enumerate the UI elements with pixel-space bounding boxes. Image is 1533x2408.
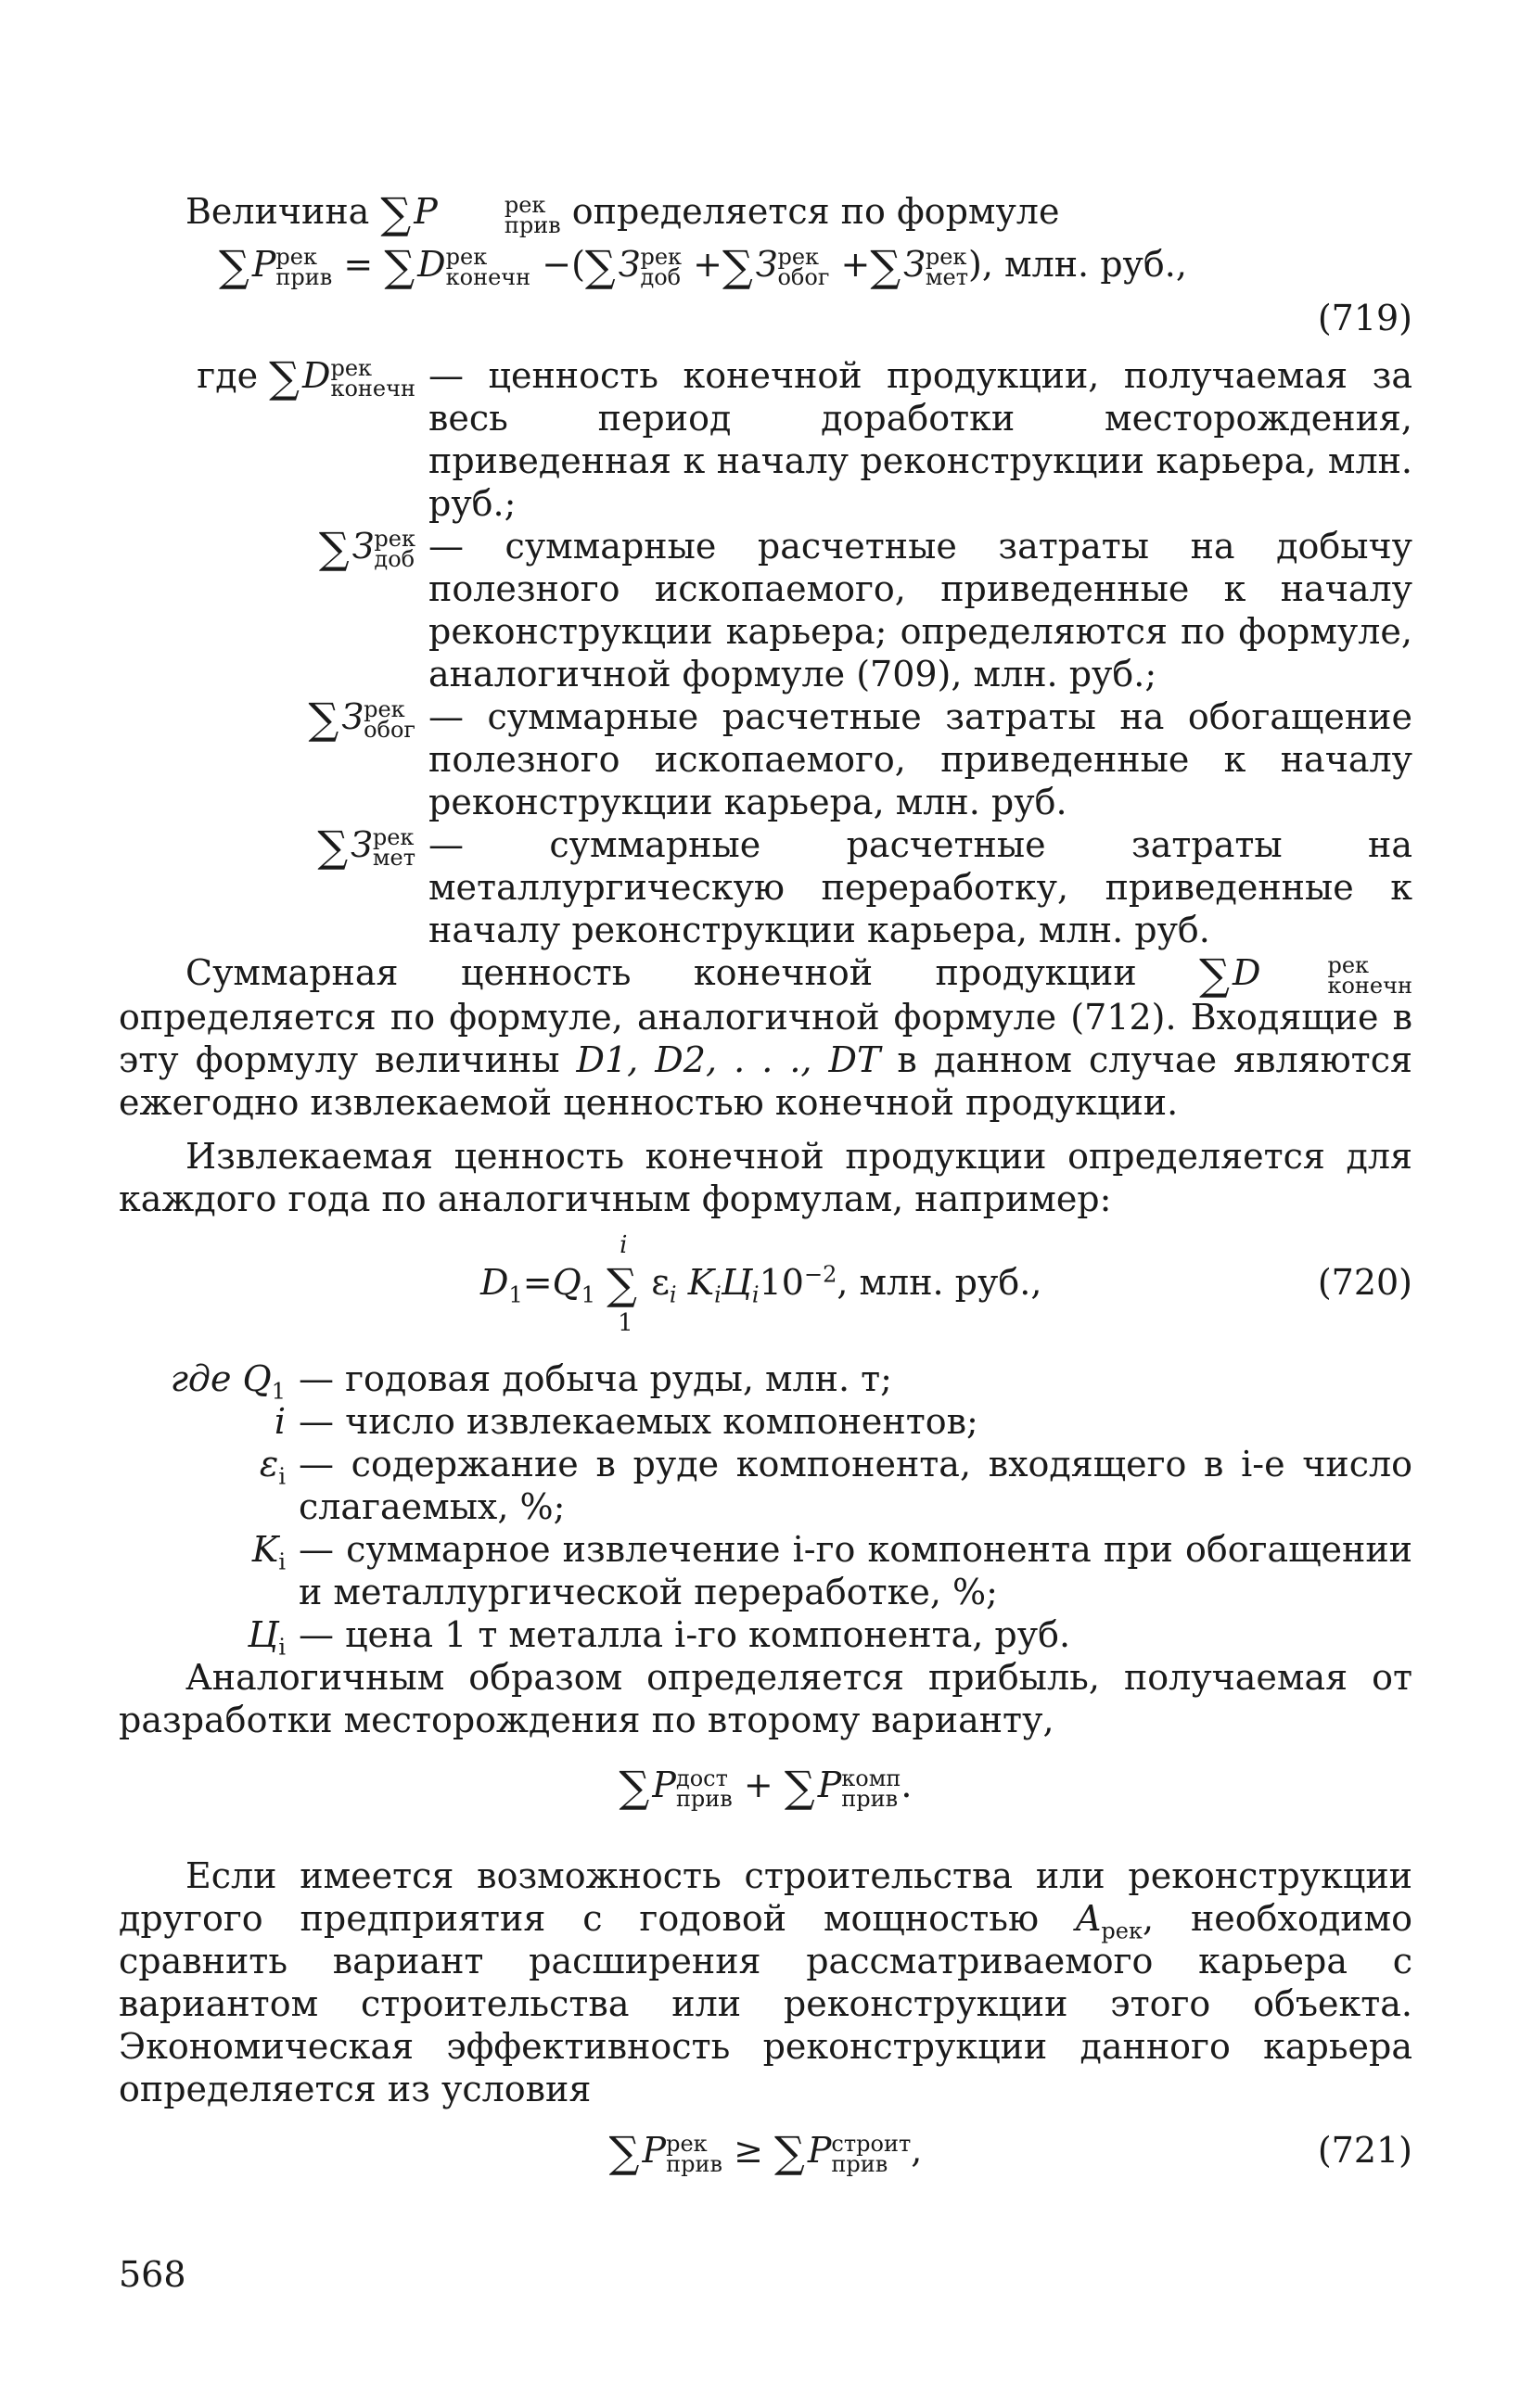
sigma-icon: ∑ xyxy=(1199,949,1230,1000)
formula-721-number: (721) xyxy=(1317,2130,1412,2171)
formula-719: ∑P рек прив = ∑D рек конечн −(∑З рек доб +∑З рек обог +∑З рек мет ), млн. руб., xyxy=(219,240,1187,291)
definition-text: — суммарные расчетные затраты на обогащение полезного ископаемого, приведенные к началу реконструкции карьера, млн. руб. xyxy=(428,695,1412,822)
intro-lead: Величина xyxy=(185,191,370,232)
intro-tail: определяется по формуле xyxy=(571,191,1060,232)
definitions-719 xyxy=(119,351,1412,951)
paragraph-extracted-value: Извлекаемая ценность конечной продукции определяется для каждого года по аналогичным формулам, например: xyxy=(119,1136,1412,1219)
definition-text: — содержание в руде компонента, входящего в i-е число слагаемых, %; xyxy=(299,1444,1412,1527)
definition-text: — ценность конечной продукции, получаемая за весь период доработки месторождения, приведенная к началу реконструкции карьера, млн. руб.; xyxy=(428,354,1412,524)
definition-text: — цена 1 т металла i-го компонента, руб. xyxy=(299,1614,1071,1655)
definition-item: $K_i$ — суммарное извлечение i-го компонента при обогащении и металлургической переработке, %; xyxy=(251,1529,1412,1612)
definition-text: — суммарное извлечение i-го компонента при обогащении и металлургической переработке, %; xyxy=(299,1529,1412,1612)
definition-item: $\varepsilon_i$ — содержание в руде компонента, входящего в i-е число слагаемых, %; xyxy=(259,1444,1412,1527)
definition-item: $Ц_i$ — цена 1 т металла i-го компонента, руб. xyxy=(109,1613,1412,1656)
formula-719-units: млн. руб., xyxy=(1004,243,1187,285)
formula-second-variant: ∑P дост прив + ∑P комп прив . xyxy=(619,1762,913,1812)
page-content xyxy=(119,190,1412,2190)
definition-item: где ∑D рек конечн — ценность конечной продукции, получаемая за весь период доработки месторождения, приведенная к началу реконструкции карьера, млн. руб.; xyxy=(197,351,1412,524)
sigma-icon: ∑ xyxy=(308,693,339,744)
sigma-icon: ∑ xyxy=(380,188,412,238)
definition-item: ∑З рек обог — суммарные расчетные затраты на обогащение полезного ископаемого, приведенные к началу реконструкции карьера, млн. руб. xyxy=(308,693,1412,822)
formula-721: ∑P рек прив ≥ ∑P строит прив , (721) xyxy=(608,2127,1412,2177)
definitions-720 xyxy=(109,1357,1412,1661)
sigma-icon: ∑ xyxy=(318,522,350,573)
paragraph-reconstruction: Если имеется возможность строительства или реконструкции другого предприятия с годовой мощностью $A_{рек}$, необходимо сравнить вариант расширения рассматриваемого карьера с вариантом строительства или реконструкции этого объекта. Экономическая эффективность реконструкции данного карьера определяется из условия xyxy=(119,1855,1412,2109)
sigma-icon: ∑ xyxy=(269,351,300,402)
definition-item: ∑З рек доб — суммарные расчетные затраты на добычу полезного ископаемого, приведенные к началу реконструкции карьера; определяются по формуле, аналогичной формуле (709), млн. руб.; xyxy=(318,522,1412,694)
definition-item: где $Q_1$ — годовая добыча руды, млн. т; xyxy=(109,1357,1412,1400)
intro-line: Величина ∑P рек прив определяется по формуле xyxy=(185,188,1060,238)
definition-text: — число извлекаемых компонентов; xyxy=(299,1401,978,1442)
definition-text: — суммарные расчетные затраты на добычу полезного ископаемого, приведенные к началу реконструкции карьера; определяются по формуле, аналогичной формуле (709), млн. руб.; xyxy=(428,525,1412,694)
definition-item: i — число извлекаемых компонентов; xyxy=(109,1400,1412,1443)
page-number: 568 xyxy=(119,2254,186,2295)
formula-720-number: (720) xyxy=(1317,1262,1412,1303)
sigma-icon: ∑ xyxy=(317,821,349,872)
definition-text: — годовая добыча руды, млн. т; xyxy=(299,1358,892,1399)
formula-720: $D_1=Q_1$ ∑ i 1 $\varepsilon_i$ $K_iЦ_i10^{-2}$, млн. руб., (720) xyxy=(480,1231,1412,1337)
formula-719-number: (719) xyxy=(1317,297,1412,338)
definition-text: — суммарные расчетные затраты на металлургическую переработку, приведенные к началу реконструкции карьера, млн. руб. xyxy=(428,823,1412,950)
paragraph-total-value: Суммарная ценность конечной продукции ∑D рек конечн определяется по формуле, аналогичной формуле (712). Входящие в эту формулу величины D1, D2, . . ., DT в данном случае являются ежегодно извлекаемой ценностью конечной продукции. xyxy=(119,949,1412,1123)
paragraph-second-variant: Аналогичным образом определяется прибыль, получаемая от разработки месторождения по второму варианту, xyxy=(119,1657,1412,1740)
definition-item: ∑З рек мет — суммарные расчетные затраты на металлургическую переработку, приведенные к началу реконструкции карьера, млн. руб. xyxy=(317,821,1412,950)
